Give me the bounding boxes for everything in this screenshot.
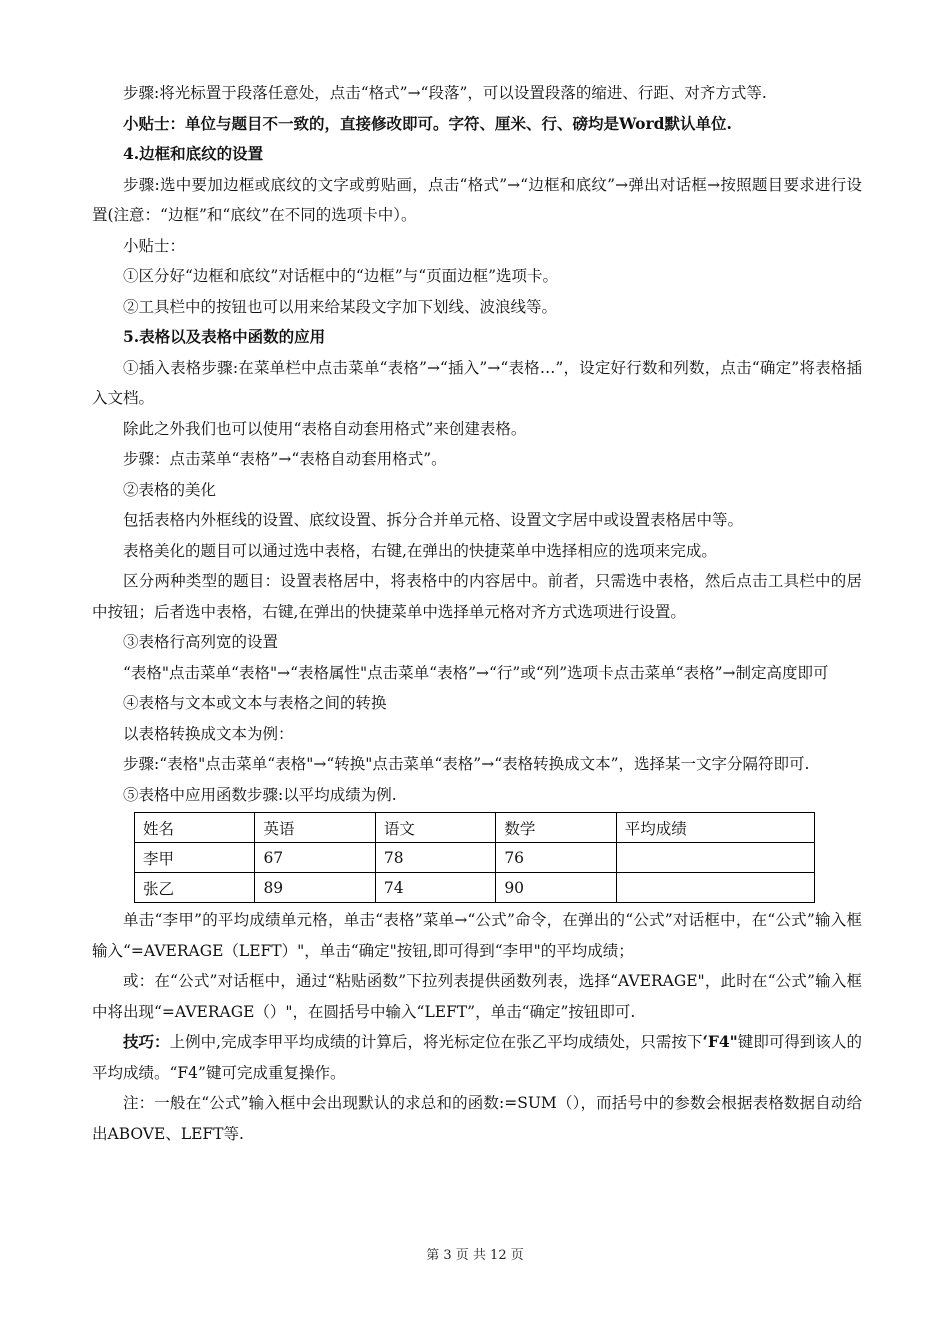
table-cell: 李甲 [135,843,255,873]
paragraph-beautify-2: 表格美化的题目可以通过选中表格，右键,在弹出的快捷菜单中选择相应的选项来完成。 [123,541,717,560]
tip-item-1: ①区分好“边框和底纹”对话框中的“边框”与“页面边框”选项卡。 [123,267,559,285]
tip-units: 小贴士：单位与题目不一致的，直接修改即可。字符、厘米、行、磅均是Word默认单位. [123,113,732,133]
paragraph-beautify-1: 包括表格内外框线的设置、底纹设置、拆分合并单元格、设置文字居中或设置表格居中等。 [123,511,744,529]
table-header-cell: 数学 [496,813,616,843]
table-cell: 89 [255,873,375,903]
paragraph-autoformat-steps: 步骤：点击菜单“表格”→“表格自动套用格式”。 [123,450,447,468]
paragraph-formula-2: 或：在“公式”对话框中，通过“粘贴函数”下拉列表提供函数列表，选择“AVERAGE"，此时在“公式”输入框中将出现“=AVERAGE（）"，在圆括号中输入“LEFT”，单击“确定”按钮即可. [92,972,862,1021]
table-cell [616,873,814,903]
table-cell: 76 [496,843,616,873]
subheading-convert: ④表格与文本或文本与表格之间的转换 [123,694,387,712]
table-cell: 67 [255,843,375,873]
paragraph-insert-table: ①插入表格步骤:在菜单栏中点击菜单“表格”→“插入”→“表格…”，设定好行数和列数，点击“确定”将表格插入文档。 [92,358,862,407]
document-page [92,78,862,1149]
subheading-functions: ⑤表格中应用函数步骤:以平均成绩为例. [123,785,397,804]
paragraph-row-col: “表格"点击菜单“表格"→“表格属性"点击菜单“表格”→“行”或“列”选项卡点击菜单“表格”→制定高度即可 [123,663,829,682]
tip-label: 小贴士： [123,236,186,255]
paragraph-border-steps: 步骤:选中要加边框或底纹的文字或剪贴画，点击“格式”→“边框和底纹”→弹出对话框→按照题目要求进行设置(注意：“边框”和“底纹”在不同的选项卡中）。 [92,175,862,224]
table-header-cell: 语文 [375,813,495,843]
table-cell: 90 [496,873,616,903]
table-cell: 74 [375,873,495,903]
paragraph-step-paragraph: 步骤:将光标置于段落任意处，点击“格式”→“段落”，可以设置段落的缩进、行距、对齐方式等. [123,84,767,102]
tip-item-2: ②工具栏中的按钮也可以用来给某段文字加下划线、波浪线等。 [123,297,558,316]
heading-table-functions: 5.表格以及表格中函数的应用 [123,327,326,346]
paragraph-formula-1: 单击“李甲”的平均成绩单元格，单击“表格”菜单→“公式”命令，在弹出的“公式”对话框中，在“公式”输入框输入“=AVERAGE（LEFT）"，单击“确定"按钮,即可得到“李甲"的平均成绩； [92,911,862,960]
paragraph-note: 注：一般在“公式”输入框中会出现默认的求总和的函数:=SUM（），而括号中的参数会根据表格数据自动给出ABOVE、LEFT等. [92,1094,862,1143]
table-header-cell: 姓名 [135,813,255,843]
subheading-row-col: ③表格行高列宽的设置 [123,633,279,651]
tip-label-bold: 技巧： [123,1032,170,1051]
paragraph-autoformat: 除此之外我们也可以使用“表格自动套用格式”来创建表格。 [123,419,527,438]
heading-border-shading: 4.边框和底纹的设置 [123,144,264,163]
table-row [135,873,815,903]
subheading-beautify: ②表格的美化 [123,480,217,499]
f4-key: ‘F4" [702,1032,738,1051]
table-cell: 78 [375,843,495,873]
table-row [135,843,815,873]
paragraph-f4-tip [92,1027,862,1088]
table-header-cell: 平均成绩 [616,813,814,843]
paragraph-convert-steps: 步骤:“表格"点击菜单“表格"→“转换"点击菜单“表格”→“表格转换成文本”，选择某一文字分隔符即可. [123,755,810,773]
paragraph-convert-example: 以表格转换成文本为例： [123,724,294,743]
paragraph-beautify-3: 区分两种类型的题目：设置表格居中，将表格中的内容居中。前者，只需选中表格，然后点击工具栏中的居中按钮；后者选中表格，右键,在弹出的快捷菜单中选择单元格对齐方式选项进行设置。 [92,572,862,621]
table-cell: 张乙 [135,873,255,903]
f4-text-1: 上例中,完成李甲平均成绩的计算后，将光标定位在张乙平均成绩处，只需按下 [169,1033,703,1051]
page-footer: 第 3 页 共 12 页 [426,1248,524,1263]
table-header-row [135,813,815,843]
table-header-cell: 英语 [255,813,375,843]
table-cell [616,843,814,873]
scores-table [134,812,815,903]
f4-text-2: 键即可得到该人的平均成绩。“F4”键可完成重复操作。 [92,1033,862,1082]
